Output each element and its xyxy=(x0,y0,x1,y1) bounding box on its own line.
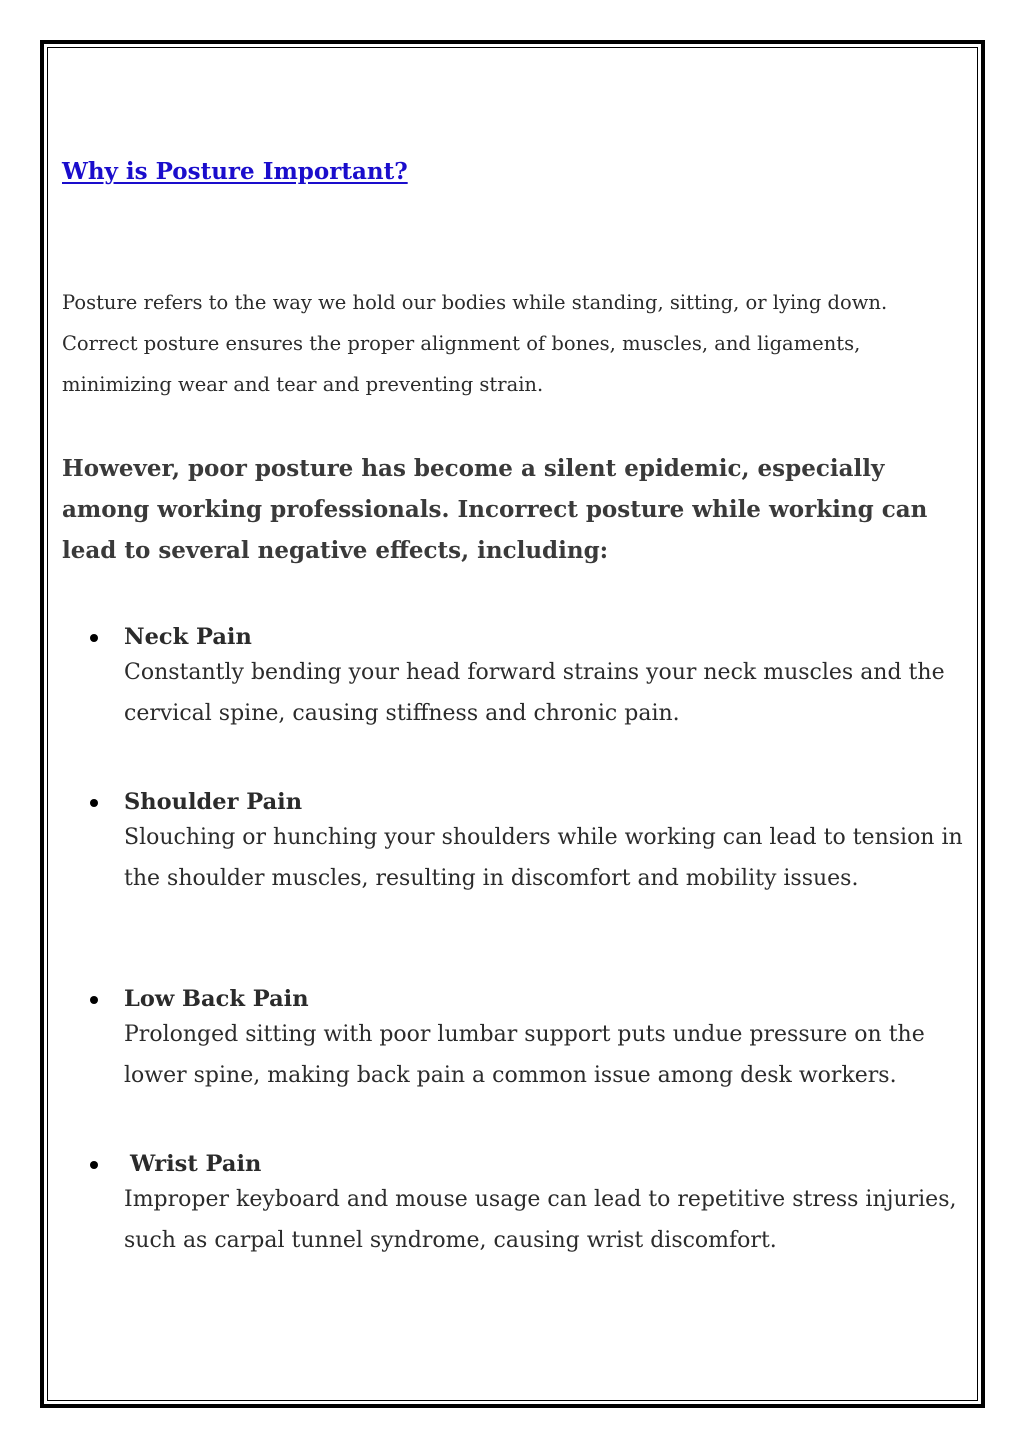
bullet-icon xyxy=(90,634,98,642)
list-item-heading: Wrist Pain xyxy=(130,1151,262,1177)
list-item-heading: Shoulder Pain xyxy=(124,789,303,815)
intro-paragraph: Posture refers to the way we hold our bodies while standing, sitting, or lying down. Correct posture ensures the proper alignment of bones, muscles, and ligaments, minimizing wear and tear and preventing strain. xyxy=(62,291,888,396)
list-item-heading: Neck Pain xyxy=(124,624,252,650)
list-item-heading: Low Back Pain xyxy=(124,986,309,1012)
list-item-text: Prolonged sitting with poor lumbar support puts undue pressure on the lower spine, making back pain a common issue among desk workers. xyxy=(124,1022,925,1088)
page-title-link[interactable]: Why is Posture Important? xyxy=(62,158,408,185)
bullet-icon xyxy=(90,996,98,1004)
bullet-icon xyxy=(90,799,98,807)
lead-paragraph: However, poor posture has become a silent epidemic, especially among working professionals. Incorrect posture while working can lead to several negative effects, including: xyxy=(62,455,928,564)
list-item-text: Constantly bending your head forward strains your neck muscles and the cervical spine, causing stiffness and chronic pain. xyxy=(124,660,945,726)
bullet-icon xyxy=(90,1161,98,1169)
list-item-text: Slouching or hunching your shoulders while working can lead to tension in the shoulder muscles, resulting in discomfort and mobility issues. xyxy=(124,825,963,891)
list-item-text: Improper keyboard and mouse usage can lead to repetitive stress injuries, such as carpal tunnel syndrome, causing wrist discomfort. xyxy=(124,1187,957,1253)
